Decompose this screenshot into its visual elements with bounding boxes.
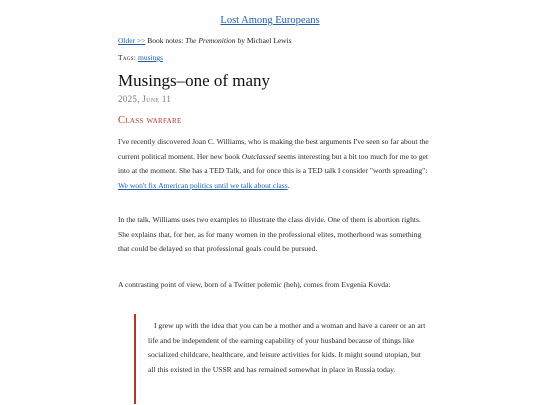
blockquote bbox=[134, 314, 428, 404]
post-title: Musings–one of many bbox=[118, 71, 271, 90]
paragraph-examples: In the talk, Williams uses two examples to illustrate the class divide. One of them is abortion rights. She explains that, for her, as for many women in the professional elites, motherhood was something that could be delayed so that professional goals could be pursued. bbox=[118, 215, 422, 254]
ted-talk-link[interactable]: We won't fix American politics until we talk about class bbox=[118, 180, 288, 190]
paragraph-intro-text-b: seems interesting but a bit too much for me to get into at the moment. She has a TED Talk, and for once this is a TED talk I consider "worth spreading": bbox=[118, 151, 429, 176]
paragraph-intro bbox=[118, 135, 430, 193]
post-navigation bbox=[118, 36, 292, 45]
older-post-link[interactable]: Older >> bbox=[118, 36, 146, 45]
post-date: 2025, June 11 bbox=[118, 94, 172, 104]
tags-label: Tags: bbox=[118, 53, 137, 62]
older-post-book-title: The Premonition bbox=[185, 36, 236, 45]
paragraph-intro-text-c: . bbox=[287, 180, 290, 190]
older-post-suffix: by Michael Lewis bbox=[237, 36, 292, 45]
paragraph-contrast: A contrasting point of view, born of a Twitter polemic (heh), comes from Evgenia Kovda: bbox=[118, 280, 391, 289]
book-title-outclassed: Outclassed bbox=[241, 151, 276, 161]
site-title-link[interactable]: Lost Among Europeans bbox=[220, 15, 320, 26]
tag-link-musings[interactable]: musings bbox=[138, 53, 164, 62]
paragraph-intro-text-a: I've recently discovered Joan C. Williams, who is making the best arguments I've seen so far about the current political moment. Her new book bbox=[118, 137, 429, 161]
blockquote-text: I grew up with the idea that you can be a mother and a woman and have a career or an art life and be independent of the earning capability of your husband because of things like socialized childcare, healthcare, and leisure activities for kids. It might sound utopian, but all this existed in the USSR and has remained somewhat in place in Russia today. bbox=[148, 321, 426, 374]
site-header bbox=[0, 15, 540, 26]
older-post-prefix: Book notes: bbox=[147, 36, 184, 45]
section-heading: Class warfare bbox=[118, 115, 182, 126]
tags-line bbox=[118, 53, 163, 62]
